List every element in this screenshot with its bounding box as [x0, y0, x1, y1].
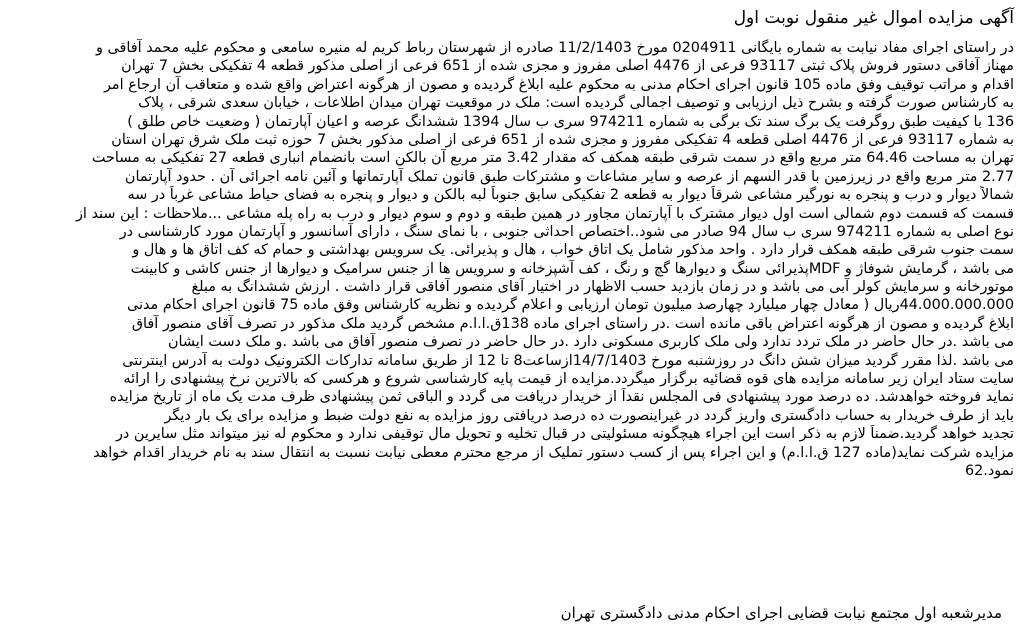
body-line: تهران به مساحت 64.46 متر مربع واقع در سمت شرقی طبقه همکف که مقدار 3.42 متر مربع آن بالکن است بانضمام انباری قطعه 27 تفکیکی به مساحت — [91, 150, 1014, 167]
body-line: ابلاغ گردیده و مصون از هرگونه اعتراض باقی مانده است .در راستای اجرای ماده 138ق.ا.ا.م مشخص گردید ملک مذکور در تصرف آقای منصور آفاق — [131, 315, 1014, 332]
notice-body — [10, 39, 1014, 480]
body-line: نماید فروخته خواهدشد. ده درصد مورد پیشنهادی فی المجلس نقداً از خریدار دریافت می گردد و الباقی ثمن پیشنهادی ظرف مدت یک ماه از تاریخ مزایده — [109, 389, 1014, 406]
notice-title: آگهی مزایده اموال غیر منقول نوبت اول — [733, 8, 1014, 28]
body-line: باید از طرف خریدار به حساب دادگستری واریز گردد در غیراینصورت ده درصد دریافتی روز مزایده به نفع دولت ضبط و مزایده برای یک بار دیگر — [164, 407, 1014, 424]
body-line: به شماره 93117 فرعی از 4476 اصلی قطعه 4 تفکیکی مفروز و مجزی شده از 651 فرعی از اصلی مذکور بخش 7 حوزه ثبت ملک شرق تهران استان — [111, 131, 1014, 148]
body-line: در راستای اجرای مفاد نیابت به شماره بایگانی 0204911 مورخ 11/2/1403 صادره از شهرستان رباط کریم له منیره سامعی و محکوم علیه محمد آفاقی و — [96, 40, 1014, 56]
body-line: به کارشناس صورت گرفته و بشرح ذیل ارزیابی و توصیف اجمالی گردیده است: ملک در موقعیت تهران میدان اطلاعات ، خیابان سعدی شرقی ، پلاک — [138, 95, 1014, 112]
body-line: نوع اصلی به شماره 974211 سری ب سال 94 صادر می شود..اختصاص احداثی جنوبی ، با نمای سنگ ، دارای آسانسور و آپارتمان مورد کارشناسی در — [119, 223, 1014, 240]
body-line: 136 با کیفیت طبق روگرفت یک برگ سند تک برگی به شماره 974211 سری ب سال 1394 ششدانگ عرصه و اعیان آپارتمان ( وضعیت خاص طلق ) — [127, 113, 1014, 130]
body-line: سمت جنوب شرقی طبقه همکف قرار دارد . واحد مذکور شامل یک اتاق خواب ، هال و پذیرائی. یک سرویس بهداشتی و حمام که کف اتاق ها و هال و — [132, 242, 1014, 259]
body-line: 2.77 متر مربع واقع در زیرزمین با قدر السهم از عرصه و سایر مشاعات و مشترکات طبق قانون تملک آپارتمانها و آئین نامه اجرائی آن . حدود آپارتمان — [124, 168, 1014, 185]
body-line: قسمت که قسمت دوم شمالی است اول دیوار مشترک با آپارتمان مجاور در همین طبقه و دوم و سوم دیوار و درب به راه پله مشاعی ...ملاحظات : این سند از — [75, 205, 1014, 222]
body-line: اقدام و مراتب توقیف وفق ماده 105 قانون اجرای احکام مدنی به محکوم علیه ابلاغ گردیده و مصون از هرگونه اعتراض واقع شده و متعاقب آن ارجاع امر — [103, 76, 1014, 93]
body-line: موتورخانه و سرمایش کولر آبی می باشد و در زمان بازدید حسب الاظهار در اختیار آقای منصور آفاقی قرار داشت . ارزش ششدانگ به مبلغ — [191, 279, 1014, 296]
body-line: شمالاً دیوار و درب و پنجره به نورگیر مشاعی شرقاً دیوار به قطعه 2 تفکیکی سابق جنوباً لبه بالکن و دیوار و پنجره به فضای حیاط مشاعی غرباً در سه — [127, 187, 1014, 204]
body-line: مزایده شرکت نماید(ماده 127 ق.ا.ا.م) و این اجراء پس از کسب دستور تملیک از مرجع محترم معطی نیابت نسبت به انتقال سند به نام خریدار اقدام خواهد — [93, 444, 1014, 461]
body-line: می باشد .در حال حاضر در ملک تردد ندارد ولی ملک کاربری مسکونی دارد .در حال حاضر در تصرف منصور آفاق می باشد .و ملک دست ایشان — [167, 334, 1014, 351]
body-line: مهناز آفاقی دستور فروش پلاک ثبتی 93117 فرعی از 4476 اصلی مفروز و مجزی شده از 651 فرعی از اصلی مذکور قطعه 4 تفکیکی بخش 7 تهران — [121, 58, 1014, 75]
body-line: می باشد ، گرمایش شوفاژ و MDFپذیرائی سنگ و دیوارها گچ و رنگ ، کف آشپزخانه و سرویس ها از جنس سرامیک و دیوارها از جنس کاشی و کابینت — [130, 260, 1014, 277]
body-line: می باشد .لذا مقرر گردید میزان شش دانگ در روزشنبه مورخ 14/7/1403ازساعت8 تا 12 از طریق سامانه تدارکات الکترونیک دولت به آدرس اینترنتی — [122, 352, 1014, 369]
body-line: 44.000.000.000ریال ( معادل چهار میلیارد چهارصد میلیون تومان ارزیابی و اعلام گردیده و نظریه کارشناس وفق ماده 75 قانون اجرای احکام مدنی — [127, 297, 1014, 314]
body-line: سایت ستاد ایران زیر سامانه مزایده های قوه قضائیه برگزار میگردد.مزایده از قیمت پایه کارشناسی شروع و هرکسی که بالاترین نرخ پیشنهادی را ارائه — [123, 371, 1014, 388]
body-line: تجدید خواهد گردید.ضمناً لازم به ذکر است این اجراء هیچگونه مسئولیتی در قبال تخلیه و تحویل مال توقیفی ندارد و محکوم له نیز میتواند مثل سایرین در — [115, 426, 1014, 443]
signature-footer: مدیرشعبه اول مجتمع نیابت قضایی اجرای احکام مدنی دادگستری تهران — [560, 604, 1002, 622]
body-line: نمود.62 — [964, 462, 1014, 479]
